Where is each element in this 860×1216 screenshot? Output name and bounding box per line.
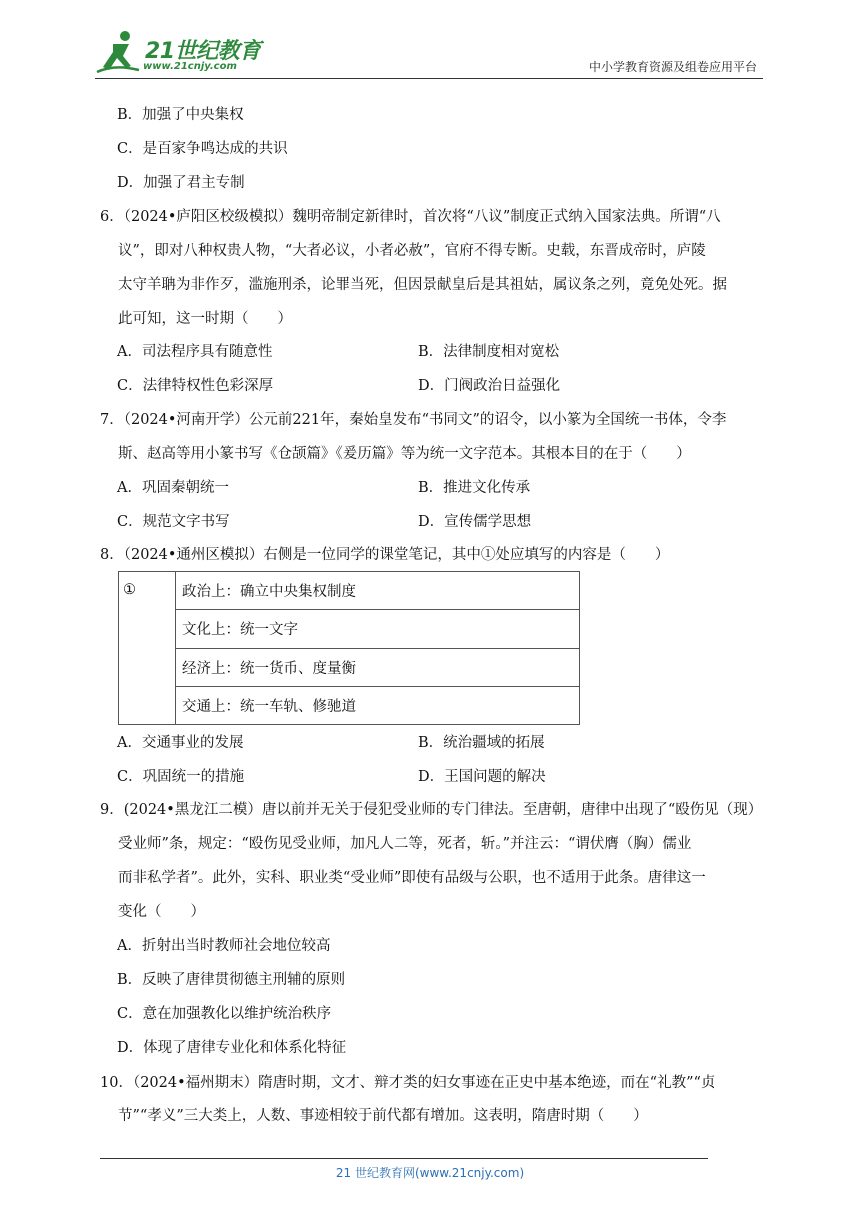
q8-option-d: D．王国问题的解决	[418, 769, 546, 785]
q6-stem-line: 6．（2024•庐阳区校级模拟）魏明帝制定新律时，首次将“八议”制度正式纳入国家法典。所谓“八	[100, 209, 721, 225]
site-logo[interactable]	[95, 28, 265, 76]
class-notes-table	[118, 571, 580, 725]
table-cell: 文化上：统一文字	[176, 610, 580, 648]
q7-option-c: C．规范文字书写	[117, 514, 230, 530]
q9-option-a: A．折射出当时教师社会地位较高	[117, 938, 331, 954]
q6-option-c: C．法律特权性色彩深厚	[117, 378, 274, 394]
table-cell: 政治上：确立中央集权制度	[176, 572, 580, 610]
q6-option-d: D．门阀政治日益强化	[418, 378, 561, 394]
table-cell: 经济上：统一货币、度量衡	[176, 648, 580, 686]
footer-link[interactable]: 21 世纪教育网(www.21cnjy.com)	[335, 1166, 525, 1180]
header-divider	[95, 78, 763, 79]
q6-stem-line: 议”，即对八种权贵人物，“大者必议，小者必赦”，官府不得专断。史载，东晋成帝时，庐陵	[118, 243, 706, 259]
q9-option-d: D．体现了唐律专业化和体系化特征	[117, 1040, 347, 1056]
q7-option-d: D．宣传儒学思想	[418, 514, 532, 530]
table-row	[119, 610, 580, 648]
q6-option-b: B．法律制度相对宽松	[418, 344, 560, 360]
q8-option-b: B．统治疆域的拓展	[418, 735, 545, 751]
q6-option-a: A．司法程序具有随意性	[117, 344, 273, 360]
q7-option-b: B．推进文化传承	[418, 480, 531, 496]
logo-text: 21世纪教育	[145, 39, 261, 64]
q9-stem-line: 受业师”条，规定：“殴伤见受业师，加凡人二等，死者，斩。”并注云：“谓伏膺（胸）儒业	[118, 836, 692, 852]
q7-stem-line: 斯、赵高等用小篆书写《仓颉篇》《爰历篇》等为统一文字范本。其根本目的在于（ ）	[118, 446, 691, 462]
page-header	[95, 28, 763, 78]
q8-option-c: C．巩固统一的措施	[117, 769, 245, 785]
footer-divider	[100, 1158, 708, 1159]
table-row	[119, 686, 580, 724]
q6-stem-line: 太守羊聃为非作歹，滥施刑杀，论罪当死，但因景献皇后是其祖姑，属议条之列，竟免处死。据	[118, 277, 727, 293]
q9-stem-line: 9．(2024•黑龙江二模）唐以前并无关于侵犯受业师的专门律法。至唐朝，唐律中出现了“殴伤见（现）	[100, 802, 763, 818]
q7-option-a: A．巩固秦朝统一	[117, 480, 229, 496]
q8-stem-line: 8．（2024•通州区模拟）右侧是一位同学的课堂笔记，其中①处应填写的内容是（ ）	[100, 547, 670, 563]
q10-stem-line: 10．（2024•福州期末）隋唐时期，文才、辩才类的妇女事迹在正史中基本绝迹，而在“礼教”“贞	[100, 1075, 716, 1091]
q5-option-c: C．是百家争鸣达成的共识	[117, 141, 288, 157]
q5-option-d: D．加强了君主专制	[117, 175, 245, 191]
q8-option-a: A．交通事业的发展	[117, 735, 244, 751]
logo-url: www.21cnjy.com	[143, 61, 237, 72]
q5-option-b: B．加强了中央集权	[117, 107, 244, 123]
table-row	[119, 648, 580, 686]
q7-stem-line: 7．（2024•河南开学）公元前221年，秦始皇发布“书同文”的诏令，以小篆为全国统一书体，令李	[100, 412, 727, 428]
platform-name: 中小学教育资源及组卷应用平台	[588, 60, 757, 74]
q10-stem-line: 节”“孝义”三大类上，人数、事迹相较于前代都有增加。这表明，隋唐时期（ ）	[118, 1108, 648, 1124]
table-row	[119, 572, 580, 610]
q9-option-c: C．意在加强教化以维护统治秩序	[117, 1006, 332, 1022]
q9-stem-line: 变化（ ）	[118, 904, 205, 920]
blank-mark-cell: ①	[119, 572, 176, 725]
q9-stem-line: 而非私学者”。此外，实科、职业类“受业师”即使有品级与公职，也不适用于此条。唐律这一	[118, 870, 706, 886]
runner-icon	[95, 30, 145, 76]
q9-option-b: B．反映了唐律贯彻德主刑辅的原则	[117, 972, 346, 988]
q6-stem-line: 此可知，这一时期（ ）	[118, 311, 292, 327]
table-cell: 交通上：统一车轨、修驰道	[176, 686, 580, 724]
